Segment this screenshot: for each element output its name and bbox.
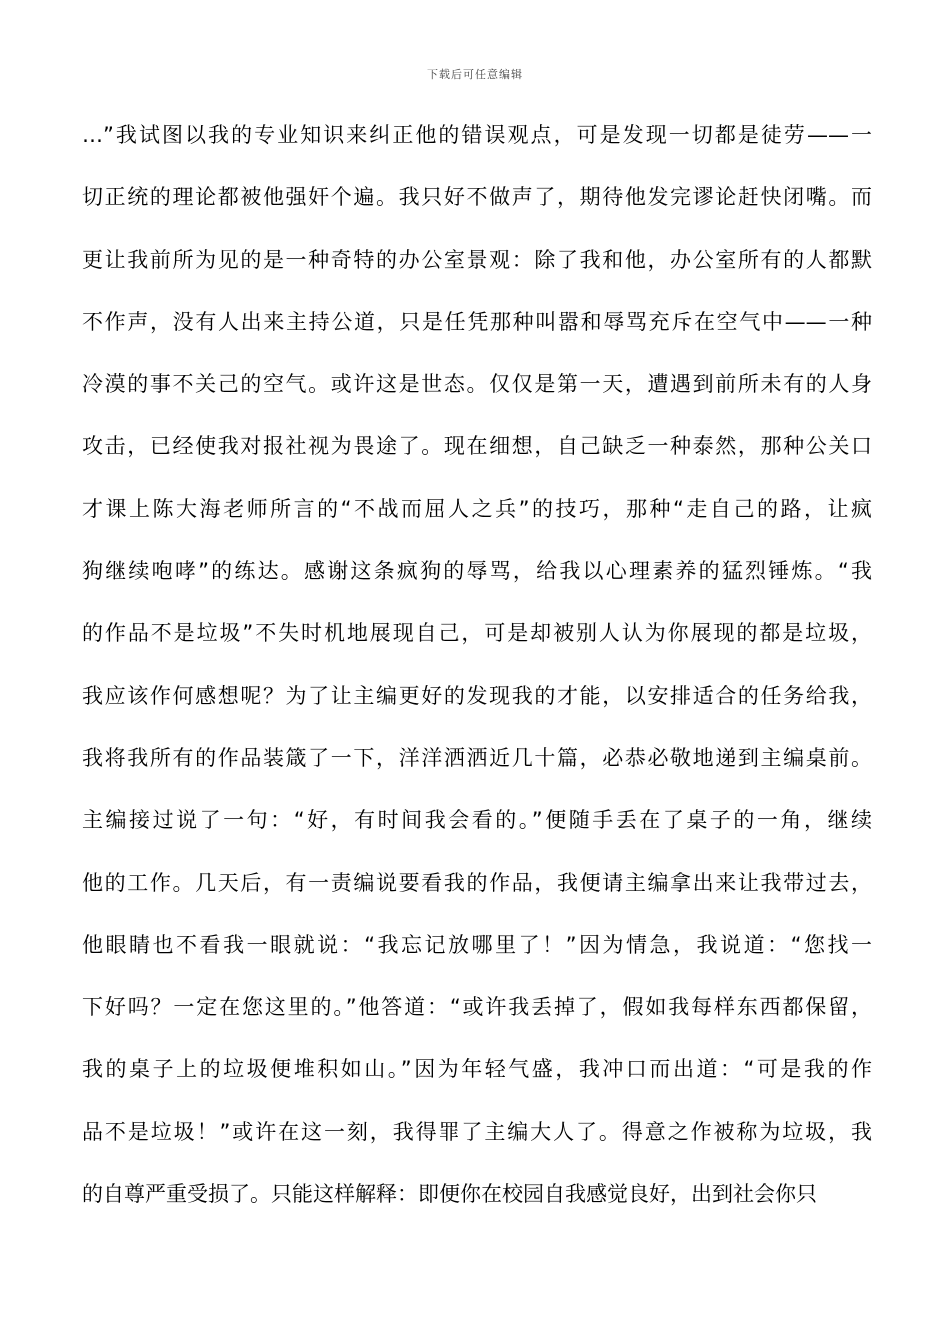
- body-line: …”我试图以我的专业知识来纠正他的错误观点，可是发现一切都是徒劳——一: [82, 123, 872, 147]
- body-line: 切正统的理论都被他强奸个遍。我只好不做声了，期待他发完谬论赶快闭嘴。而: [82, 185, 872, 210]
- body-line: 他的工作。几天后，有一责编说要看我的作品，我便请主编拿出来让我带过去，: [82, 870, 872, 895]
- body-line: 下好吗？一定在您这里的。”他答道：“或许我丢掉了，假如我每样东西都保留，: [82, 995, 872, 1020]
- body-line: 的作品不是垃圾”不失时机地展现自己，可是却被别人认为你展现的都是垃圾，: [82, 621, 872, 646]
- body-text: [82, 113, 872, 1234]
- body-line: 更让我前所为见的是一种奇特的办公室景观：除了我和他，办公室所有的人都默: [82, 247, 872, 272]
- body-line: 他眼睛也不看我一眼就说：“我忘记放哪里了！”因为情急，我说道：“您找一: [82, 932, 872, 957]
- body-line: 我将我所有的作品装箴了一下，洋洋洒洒近几十篇，必恭必敬地递到主编桌前。: [82, 745, 872, 770]
- body-line: 品不是垃圾！”或许在这一刻，我得罪了主编大人了。得意之作被称为垃圾，我: [82, 1119, 872, 1144]
- body-line: 攻击，已经使我对报社视为畏途了。现在细想，自己缺乏一种泰然，那种公关口: [82, 434, 872, 459]
- body-line: 主编接过说了一句：“好，有时间我会看的。”便随手丢在了桌子的一角，继续: [82, 808, 872, 833]
- body-line: 我应该作何感想呢？为了让主编更好的发现我的才能，以安排适合的任务给我，: [82, 683, 872, 708]
- body-line: 的自尊严重受损了。只能这样解释：即便你在校园自我感觉良好，出到社会你只: [82, 1182, 817, 1207]
- body-line: 我的桌子上的垃圾便堆积如山。”因为年轻气盛，我冲口而出道：“可是我的作: [82, 1057, 872, 1082]
- page-header-note: 下载后可任意编辑: [427, 68, 523, 81]
- body-line: 才课上陈大海老师所言的“不战而屈人之兵”的技巧，那种“走自己的路，让疯: [82, 496, 872, 521]
- body-line: 冷漠的事不关己的空气。或许这是世态。仅仅是第一天，遭遇到前所未有的人身: [82, 372, 872, 397]
- body-line: 狗继续咆哮”的练达。感谢这条疯狗的辱骂，给我以心理素养的猛烈锤炼。“我: [82, 559, 872, 584]
- body-line: 不作声，没有人出来主持公道，只是任凭那种叫嚣和辱骂充斥在空气中——一种: [82, 309, 872, 334]
